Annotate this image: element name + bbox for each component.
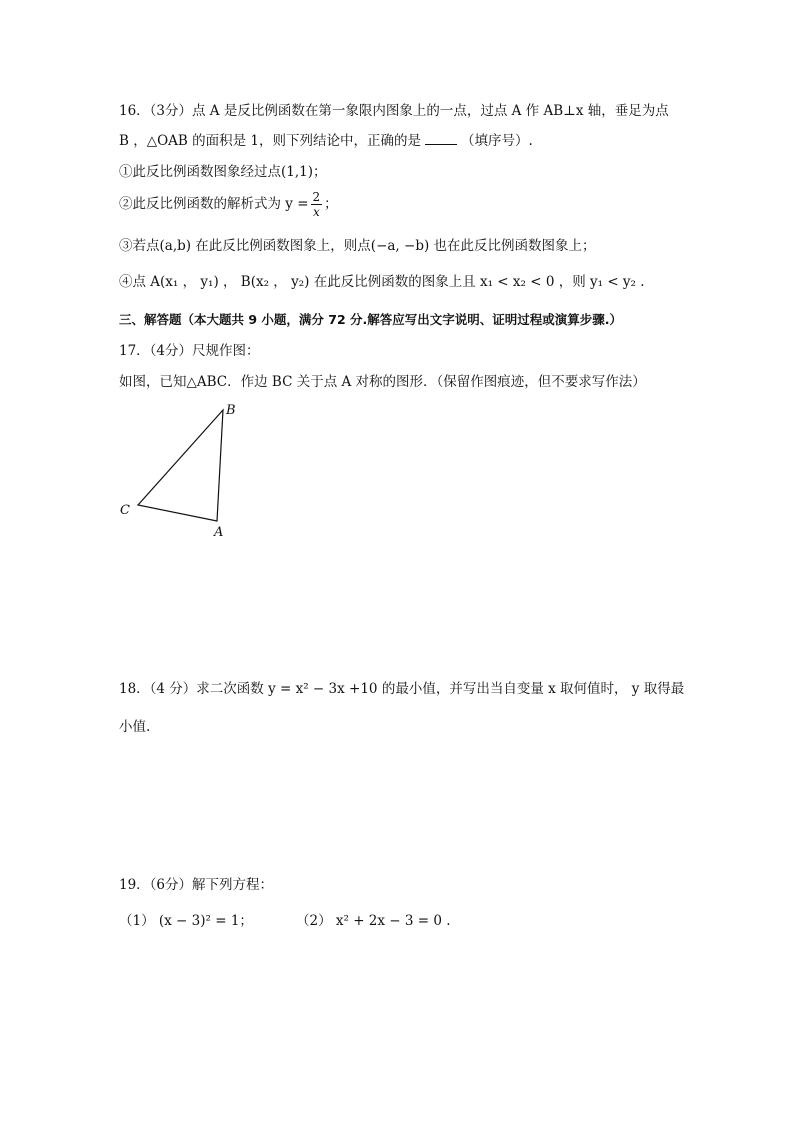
section-header: 三、解答题（本大题共 9 小题，满分 72 分.解答应写出文字说明、证明过程或演算步骤.） [119, 312, 622, 327]
q16-stem-line2-text: B ，△OAB 的面积是 1，则下列结论中，正确的是 [119, 133, 422, 149]
vertex-label-c: C [120, 503, 130, 518]
answer-blank[interactable] [425, 132, 457, 145]
q16-option-2-suffix: ； [324, 196, 338, 212]
q16-stem-line1: 16．（3分）点 A 是反比例函数在第一象限内图象上的一点，过点 A 作 AB⊥x 轴，垂足为点 [119, 103, 669, 119]
triangle-abc-figure [110, 398, 250, 548]
vertex-label-b: B [226, 403, 236, 418]
q16-option-1: ①此反比例函数图象经过点(1,1)； [119, 164, 327, 180]
fraction-denominator: x [312, 205, 320, 219]
triangle-abc [138, 410, 223, 521]
q19-part2: （2） x² + 2x − 3 = 0 . [296, 913, 451, 929]
q16-option-4: ④点 A(x₁ ， y₁) ， B(x₂ ， y₂) 在此反比例函数的图象上且 x₁ < x₂ < 0 ，则 y₁ < y₂ . [119, 274, 645, 290]
q18-line1: 18．（4 分）求二次函数 y = x² − 3x +10 的最小值，并写出当自变量 x 取何值时， y 取得最 [119, 681, 685, 697]
fraction-numerator: 2 [312, 190, 321, 204]
q16-option-2-text: ②此反比例函数的解析式为 y = [119, 196, 309, 212]
vertex-label-a: A [214, 525, 224, 540]
q16-option-2 [119, 190, 338, 219]
q16-stem-line2 [119, 132, 533, 150]
q17-title: 17．（4分）尺规作图： [119, 343, 260, 359]
q19-title: 19．（6分）解下列方程： [119, 877, 274, 893]
q16-stem-line2-suffix: （填序号）. [461, 133, 533, 149]
q18-line2: 小值. [119, 719, 151, 735]
fraction [311, 190, 323, 219]
q17-text: 如图，已知△ABC．作边 BC 关于点 A 对称的图形．（保留作图痕迹，但不要求写作法） [119, 374, 646, 390]
q19-part1: （1） (x − 3)² = 1； [119, 913, 253, 929]
q16-option-3: ③若点(a,b) 在此反比例函数图象上，则点(−a, −b) 也在此反比例函数图象上； [119, 238, 596, 254]
